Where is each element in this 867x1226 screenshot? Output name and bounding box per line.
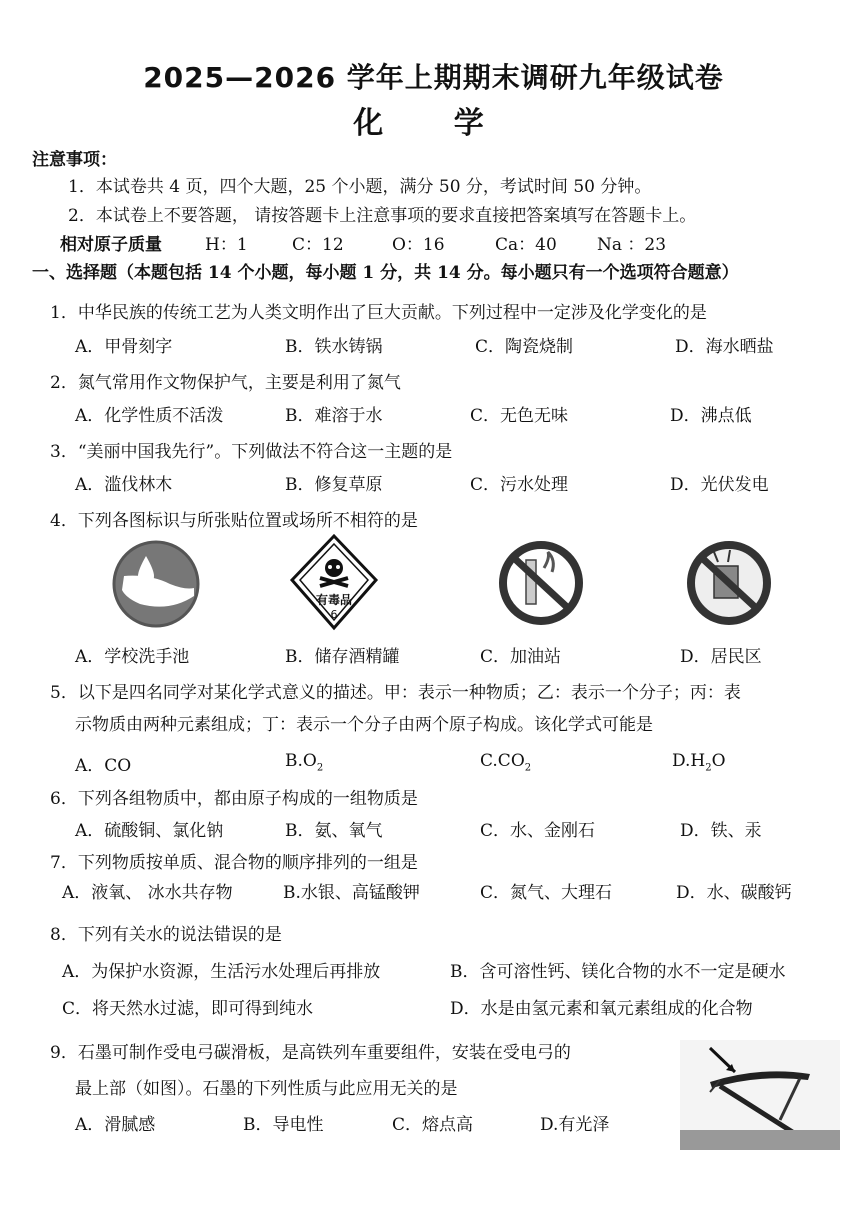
pantograph-photo — [680, 1040, 840, 1150]
q5-option-c: $C.CO_2$ — [480, 751, 532, 774]
q4-option-b: B．储存酒精罐 — [285, 647, 400, 667]
q2-option-a: A．化学性质不活泼 — [75, 406, 224, 426]
question-9-stem-line1: 9．石墨可制作受电弓碳滑板，是高铁列车重要组件，安装在受电弓的 — [50, 1043, 571, 1063]
q9-option-a: A．滑腻感 — [75, 1115, 156, 1135]
question-5-stem-line2: 示物质由两种元素组成；丁：表示一个分子由两个原子构成。该化学式可能是 — [75, 715, 653, 735]
toxic-class-number: 6 — [330, 608, 338, 621]
q5-option-d: $D.H_2O$ — [672, 751, 726, 774]
q8-option-d: D．水是由氢元素和氧元素组成的化合物 — [450, 999, 753, 1019]
q6-option-d: D．铁、汞 — [680, 821, 762, 841]
no-smoking-icon — [496, 538, 586, 628]
q8-option-b: B．含可溶性钙、镁化合物的水不一定是硬水 — [450, 962, 786, 982]
q4-option-d: D．居民区 — [680, 647, 762, 667]
q5-option-b: $B.O_2$ — [285, 751, 324, 774]
q6-option-a: A．硫酸铜、氯化钠 — [75, 821, 224, 841]
toxic-label: 有毒品 — [315, 593, 353, 607]
question-2-stem: 2．氮气常用作文物保护气，主要是利用了氮气 — [50, 373, 401, 393]
q1-option-d: D．海水晒盐 — [675, 337, 774, 357]
question-4-stem: 4．下列各图标识与所张贴位置或场所不相符的是 — [50, 511, 418, 531]
q2-option-c: C．无色无味 — [470, 406, 569, 426]
toxic-hazard-icon — [288, 532, 380, 632]
q3-option-a: A．滥伐林木 — [75, 475, 173, 495]
exam-title: 2025—2026 学年上期期末调研九年级试卷 — [143, 61, 724, 94]
q8-option-a: A．为保护水资源，生活污水处理后再排放 — [62, 962, 381, 982]
q4-option-c: C．加油站 — [480, 647, 562, 667]
q7-option-b: B.水银、高锰酸钾 — [283, 883, 420, 903]
q3-option-b: B．修复草原 — [285, 475, 383, 495]
question-8-stem: 8．下列有关水的说法错误的是 — [50, 925, 282, 945]
question-3-stem: 3．“美丽中国我先行”。下列做法不符合这一主题的是 — [50, 442, 453, 462]
q5-option-a: A．CO — [75, 756, 132, 776]
subject-title: 化 学 — [353, 106, 514, 141]
q1-option-a: A．甲骨刻字 — [75, 337, 173, 357]
q6-option-b: B．氨、氧气 — [285, 821, 383, 841]
section-heading: 一、选择题（本题包括 14 个小题，每小题 1 分，共 14 分。每小题只有一个选项符合题意） — [32, 263, 739, 283]
q9-option-b: B．导电性 — [243, 1115, 324, 1135]
question-6-stem: 6．下列各组物质中，都由原子构成的一组物质是 — [50, 789, 418, 809]
atomic-mass-o: O：16 — [392, 235, 445, 255]
q1-option-b: B．铁水铸锅 — [285, 337, 383, 357]
notice-heading: 注意事项： — [32, 150, 117, 170]
question-7-stem: 7．下列物质按单质、混合物的顺序排列的一组是 — [50, 853, 418, 873]
no-fireworks-icon — [684, 538, 774, 628]
q2-option-b: B．难溶于水 — [285, 406, 383, 426]
water-saving-icon — [110, 538, 202, 630]
q9-option-c: C．熔点高 — [392, 1115, 474, 1135]
q9-option-d: D.有光泽 — [540, 1115, 610, 1135]
q7-option-c: C．氮气、大理石 — [480, 883, 613, 903]
q3-option-c: C．污水处理 — [470, 475, 569, 495]
atomic-mass-na: Na ：23 — [597, 235, 667, 255]
question-5-stem-line1: 5．以下是四名同学对某化学式意义的描述。甲：表示一种物质；乙：表示一个分子；丙：表 — [50, 683, 741, 703]
question-9-stem-line2: 最上部（如图）。石墨的下列性质与此应用无关的是 — [75, 1079, 458, 1099]
q2-option-d: D．沸点低 — [670, 406, 752, 426]
atomic-mass-label: 相对原子质量 — [60, 235, 162, 255]
notice-item-1: 1．本试卷共 4 页，四个大题，25 个小题，满分 50 分，考试时间 50 分钟。 — [68, 177, 652, 197]
q3-option-d: D．光伏发电 — [670, 475, 769, 495]
atomic-mass-c: C：12 — [292, 235, 344, 255]
atomic-mass-h: H：1 — [205, 235, 248, 255]
atomic-mass-ca: Ca：40 — [495, 235, 557, 255]
q7-option-a: A．液氧、 冰水共存物 — [62, 883, 233, 903]
q4-option-a: A．学校洗手池 — [75, 647, 190, 667]
q6-option-c: C．水、金刚石 — [480, 821, 596, 841]
q1-option-c: C．陶瓷烧制 — [475, 337, 574, 357]
notice-item-2: 2．本试卷上不要答题， 请按答题卡上注意事项的要求直接把答案填写在答题卡上。 — [68, 206, 697, 226]
question-1-stem: 1．中华民族的传统工艺为人类文明作出了巨大贡献。下列过程中一定涉及化学变化的是 — [50, 303, 707, 323]
q7-option-d: D．水、碳酸钙 — [676, 883, 792, 903]
q8-option-c: C．将天然水过滤，即可得到纯水 — [62, 999, 314, 1019]
